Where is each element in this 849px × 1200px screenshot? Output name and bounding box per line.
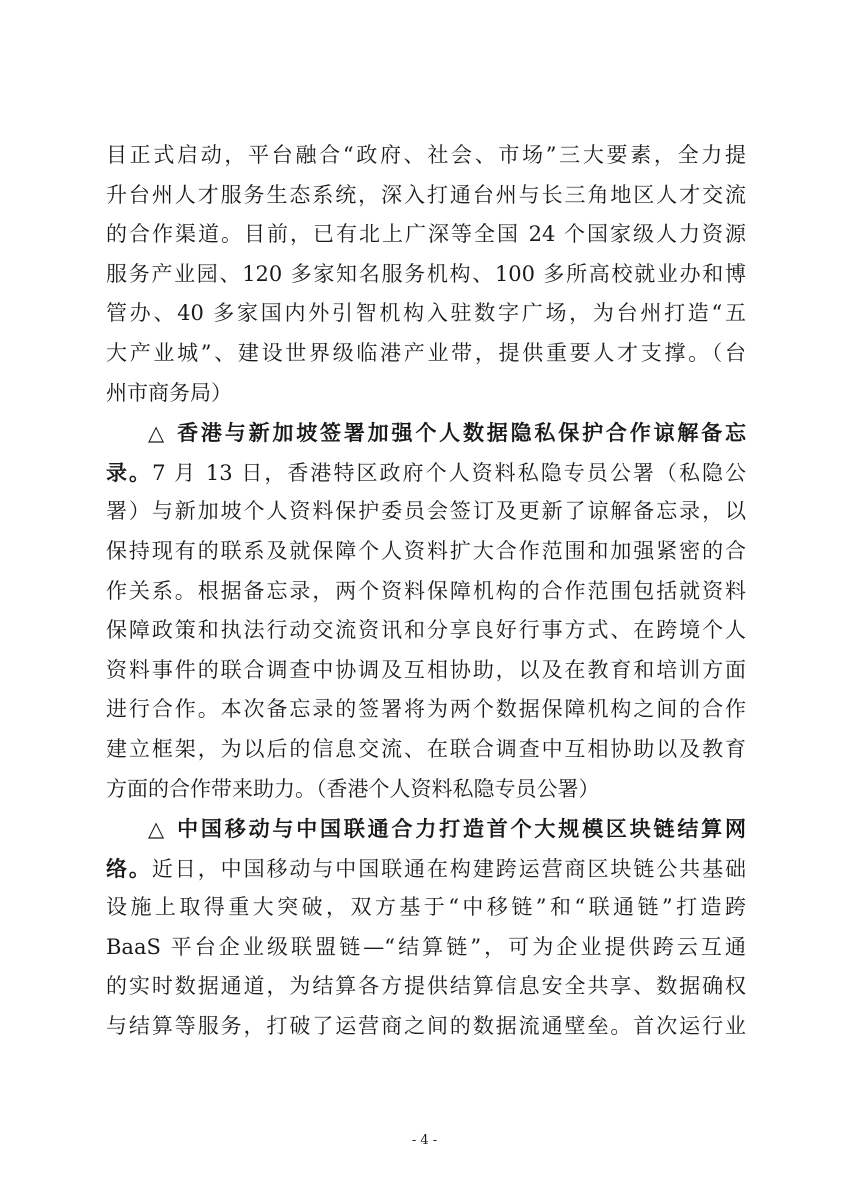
text-line: 大产业城”、建设世界级临港产业带，提供重要人才支撑。（台	[106, 340, 746, 365]
news-headline-end: 络。	[106, 855, 152, 881]
text-line: 服务产业园、120 多家知名服务机构、100 多所高校就业办和博	[106, 261, 746, 286]
text-line: 保障政策和执法行动交流资讯和分享良好行事方式、在跨境个人	[106, 618, 746, 643]
text-line: 进行合作。本次备忘录的签署将为两个数据保障机构之间的合作	[106, 697, 746, 722]
text-line: 保持现有的联系及就保障个人资料扩大合作范围和加强紧密的合	[106, 538, 746, 563]
text-line: 升台州人才服务生态系统，深入打通台州与长三角地区人才交流	[106, 182, 746, 207]
text-line: 的实时数据通道，为结算各方提供结算信息安全共享、数据确权	[106, 974, 746, 999]
text-line: 署）与新加坡个人资料保护委员会签订及更新了谅解备忘录，以	[106, 499, 746, 524]
text-line: 与结算等服务，打破了运营商之间的数据流通壁垒。首次运行业	[106, 1014, 746, 1039]
page-number: - 4 -	[411, 1133, 438, 1148]
text-line: 方面的合作带来助力。（香港个人资料私隐专员公署）	[106, 776, 600, 801]
paragraph-hk-singapore-mou	[106, 413, 746, 809]
text-line: 目正式启动，平台融合“政府、社会、市场”三大要素，全力提	[106, 143, 746, 167]
text-segment: 近日，中国移动与中国联通在构建跨运营商区块链公共基础	[151, 856, 747, 881]
paragraph-blockchain-settlement	[106, 809, 746, 1047]
text-line: 管办、40 多家国内外引智机构入驻数字广场，为台州打造“五	[106, 301, 746, 326]
text-line: 设施上取得重大突破，双方基于“中移链”和“联通链”打造跨	[106, 895, 746, 920]
text-line: 建立框架，为以后的信息交流、在联合调查中互相协助以及教育	[106, 736, 746, 761]
text-line: 州市商务局）	[106, 380, 232, 405]
text-line: BaaS 平台企业级联盟链—“结算链”，可为企业提供跨云互通	[106, 934, 746, 959]
paragraph-talent-platform	[106, 136, 746, 413]
text-line: 的合作渠道。目前，已有北上广深等全国 24 个国家级人力资源	[106, 222, 746, 247]
text-line	[106, 849, 746, 889]
news-headline: △ 中国移动与中国联通合力打造首个大规模区块链结算网	[148, 816, 746, 842]
text-segment: 7 月 13 日，香港特区政府个人资料私隐专员公署（私隐公	[152, 460, 747, 485]
text-line: 资料事件的联合调查中协调及互相协助，以及在教育和培训方面	[106, 657, 746, 682]
text-line	[106, 453, 746, 493]
news-headline-end: 录。	[106, 459, 153, 485]
text-line: 作关系。根据备忘录，两个资料保障机构的合作范围包括就资料	[106, 578, 746, 603]
news-headline: △ 香港与新加坡签署加强个人数据隐私保护合作谅解备忘	[148, 420, 746, 446]
document-body	[106, 136, 746, 1047]
